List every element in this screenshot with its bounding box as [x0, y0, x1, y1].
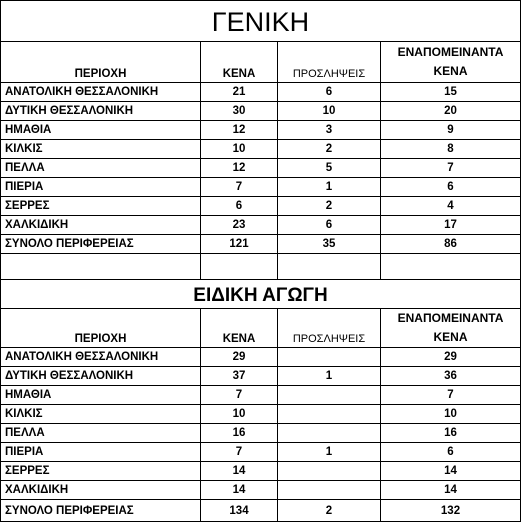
hires-cell: 10	[278, 102, 381, 120]
table-row	[1, 443, 520, 462]
hires-cell	[278, 462, 381, 480]
area-cell: ΚΙΛΚΙΣ	[1, 140, 201, 158]
remaining-cell: 132	[440, 504, 461, 517]
header-remaining	[381, 309, 520, 347]
hires-cell	[278, 405, 381, 423]
vacancies-cell: 29	[201, 348, 278, 366]
hires-cell: 1	[278, 178, 381, 196]
vacancies-cell: 10	[201, 140, 278, 158]
hires-cell: 6	[278, 216, 381, 234]
table-row	[1, 159, 520, 178]
section-title: ΕΙΔΙΚΗ ΑΓΩΓΗ	[1, 279, 520, 309]
remaining-cell: 14	[444, 484, 457, 496]
hires-cell: 2	[278, 197, 381, 215]
remaining-cell: 7	[447, 389, 454, 401]
table-row	[1, 405, 520, 424]
remaining-cell: 29	[444, 351, 457, 363]
header-remaining	[381, 42, 520, 82]
remaining-cell: 9	[447, 124, 454, 136]
area-cell: ΑΝΑΤΟΛΙΚΗ ΘΕΣΣΑΛΟΝΙΚΗ	[1, 348, 201, 366]
area-cell: ΚΙΛΚΙΣ	[1, 405, 201, 423]
header-row	[1, 309, 520, 348]
area-cell: ΣΕΡΡΕΣ	[1, 462, 201, 480]
remaining-cell: 86	[444, 238, 457, 250]
header-hires: ΠΡΟΣΛΗΨΕΙΣ	[278, 42, 381, 82]
area-cell: ΠΕΛΛΑ	[1, 424, 201, 442]
area-cell: ΑΝΑΤΟΛΙΚΗ ΘΕΣΣΑΛΟΝΙΚΗ	[1, 83, 201, 101]
remaining-cell: 7	[447, 162, 454, 174]
vacancies-cell: 14	[201, 481, 278, 499]
total-row	[1, 500, 520, 521]
table-row	[1, 83, 520, 102]
vacancies-cell: 12	[201, 159, 278, 177]
vacancies-cell: 23	[201, 216, 278, 234]
vacancies-cell: 7	[201, 178, 278, 196]
remaining-cell: 16	[444, 427, 457, 439]
vacancies-cell: 14	[201, 462, 278, 480]
remaining-cell: 4	[447, 200, 454, 212]
hires-cell	[278, 386, 381, 404]
area-cell: ΠΕΛΛΑ	[1, 159, 201, 177]
table-row	[1, 348, 520, 367]
area-cell: ΔΥΤΙΚΗ ΘΕΣΣΑΛΟΝΙΚΗ	[1, 367, 201, 385]
blank-cell	[381, 254, 520, 279]
area-cell: ΗΜΑΘΙΑ	[1, 121, 201, 139]
hires-cell: 35	[278, 235, 381, 253]
vacancies-cell: 30	[201, 102, 278, 120]
blank-cell	[201, 254, 278, 279]
table-row	[1, 178, 520, 197]
header-remaining-line1: ΕΝΑΠΟΜΕΙΝΑΝΤΑ	[397, 45, 504, 59]
hires-cell: 1	[278, 367, 381, 385]
table-row	[1, 197, 520, 216]
vacancies-cell: 37	[201, 367, 278, 385]
header-area: ΠΕΡΙΟΧΗ	[1, 309, 201, 347]
area-cell: ΠΙΕΡΙΑ	[1, 178, 201, 196]
remaining-cell: 17	[444, 219, 457, 231]
table-row	[1, 102, 520, 121]
table-row	[1, 481, 520, 500]
header-row	[1, 42, 520, 83]
hires-cell	[278, 424, 381, 442]
vacancies-cell: 10	[201, 405, 278, 423]
remaining-cell: 36	[444, 370, 457, 382]
vacancies-cell: 121	[201, 235, 278, 253]
blank-cell	[278, 254, 381, 279]
remaining-cell: 20	[444, 105, 457, 117]
hires-cell	[278, 348, 381, 366]
header-area: ΠΕΡΙΟΧΗ	[1, 42, 201, 82]
hires-cell: 5	[278, 159, 381, 177]
blank-row	[1, 254, 520, 279]
area-cell: ΧΑΛΚΙΔΙΚΗ	[1, 216, 201, 234]
area-cell: ΔΥΤΙΚΗ ΘΕΣΣΑΛΟΝΙΚΗ	[1, 102, 201, 120]
table-row	[1, 216, 520, 235]
header-hires: ΠΡΟΣΛΗΨΕΙΣ	[278, 309, 381, 347]
vacancies-cell: 6	[201, 197, 278, 215]
hires-cell: 2	[278, 500, 381, 521]
header-remaining-line1: ΕΝΑΠΟΜΕΙΝΑΝΤΑ	[397, 311, 504, 325]
vacancies-cell: 134	[201, 500, 278, 521]
total-row	[1, 235, 520, 254]
table-row	[1, 121, 520, 140]
remaining-cell: 14	[444, 465, 457, 477]
blank-cell	[1, 254, 201, 279]
vacancies-cell: 16	[201, 424, 278, 442]
vacancies-cell: 12	[201, 121, 278, 139]
remaining-cell: 6	[447, 181, 454, 193]
header-vacancies: ΚΕΝΑ	[201, 42, 278, 82]
area-cell: ΧΑΛΚΙΔΙΚΗ	[1, 481, 201, 499]
header-remaining-line2: ΚΕΝΑ	[433, 64, 468, 78]
hires-cell: 3	[278, 121, 381, 139]
table-row	[1, 386, 520, 405]
table-row	[1, 462, 520, 481]
section-title: ΓΕΝΙΚΗ	[1, 1, 520, 42]
hires-cell	[278, 481, 381, 499]
header-vacancies: ΚΕΝΑ	[201, 309, 278, 347]
vacancies-cell: 7	[201, 443, 278, 461]
area-cell: ΣΥΝΟΛΟ ΠΕΡΙΦΕΡΕΙΑΣ	[1, 500, 201, 521]
vacancies-cell: 7	[201, 386, 278, 404]
table-row	[1, 367, 520, 386]
table-row	[1, 140, 520, 159]
remaining-cell: 15	[444, 86, 457, 98]
remaining-cell: 10	[444, 408, 457, 420]
area-cell: ΣΕΡΡΕΣ	[1, 197, 201, 215]
area-cell: ΗΜΑΘΙΑ	[1, 386, 201, 404]
header-remaining-line2: ΚΕΝΑ	[433, 330, 468, 344]
area-cell: ΠΙΕΡΙΑ	[1, 443, 201, 461]
area-cell: ΣΥΝΟΛΟ ΠΕΡΙΦΕΡΕΙΑΣ	[1, 235, 201, 253]
table-row	[1, 424, 520, 443]
hires-cell: 6	[278, 83, 381, 101]
hires-cell: 1	[278, 443, 381, 461]
hires-cell: 2	[278, 140, 381, 158]
remaining-cell: 8	[447, 143, 454, 155]
vacancies-cell: 21	[201, 83, 278, 101]
remaining-cell: 6	[447, 446, 454, 458]
